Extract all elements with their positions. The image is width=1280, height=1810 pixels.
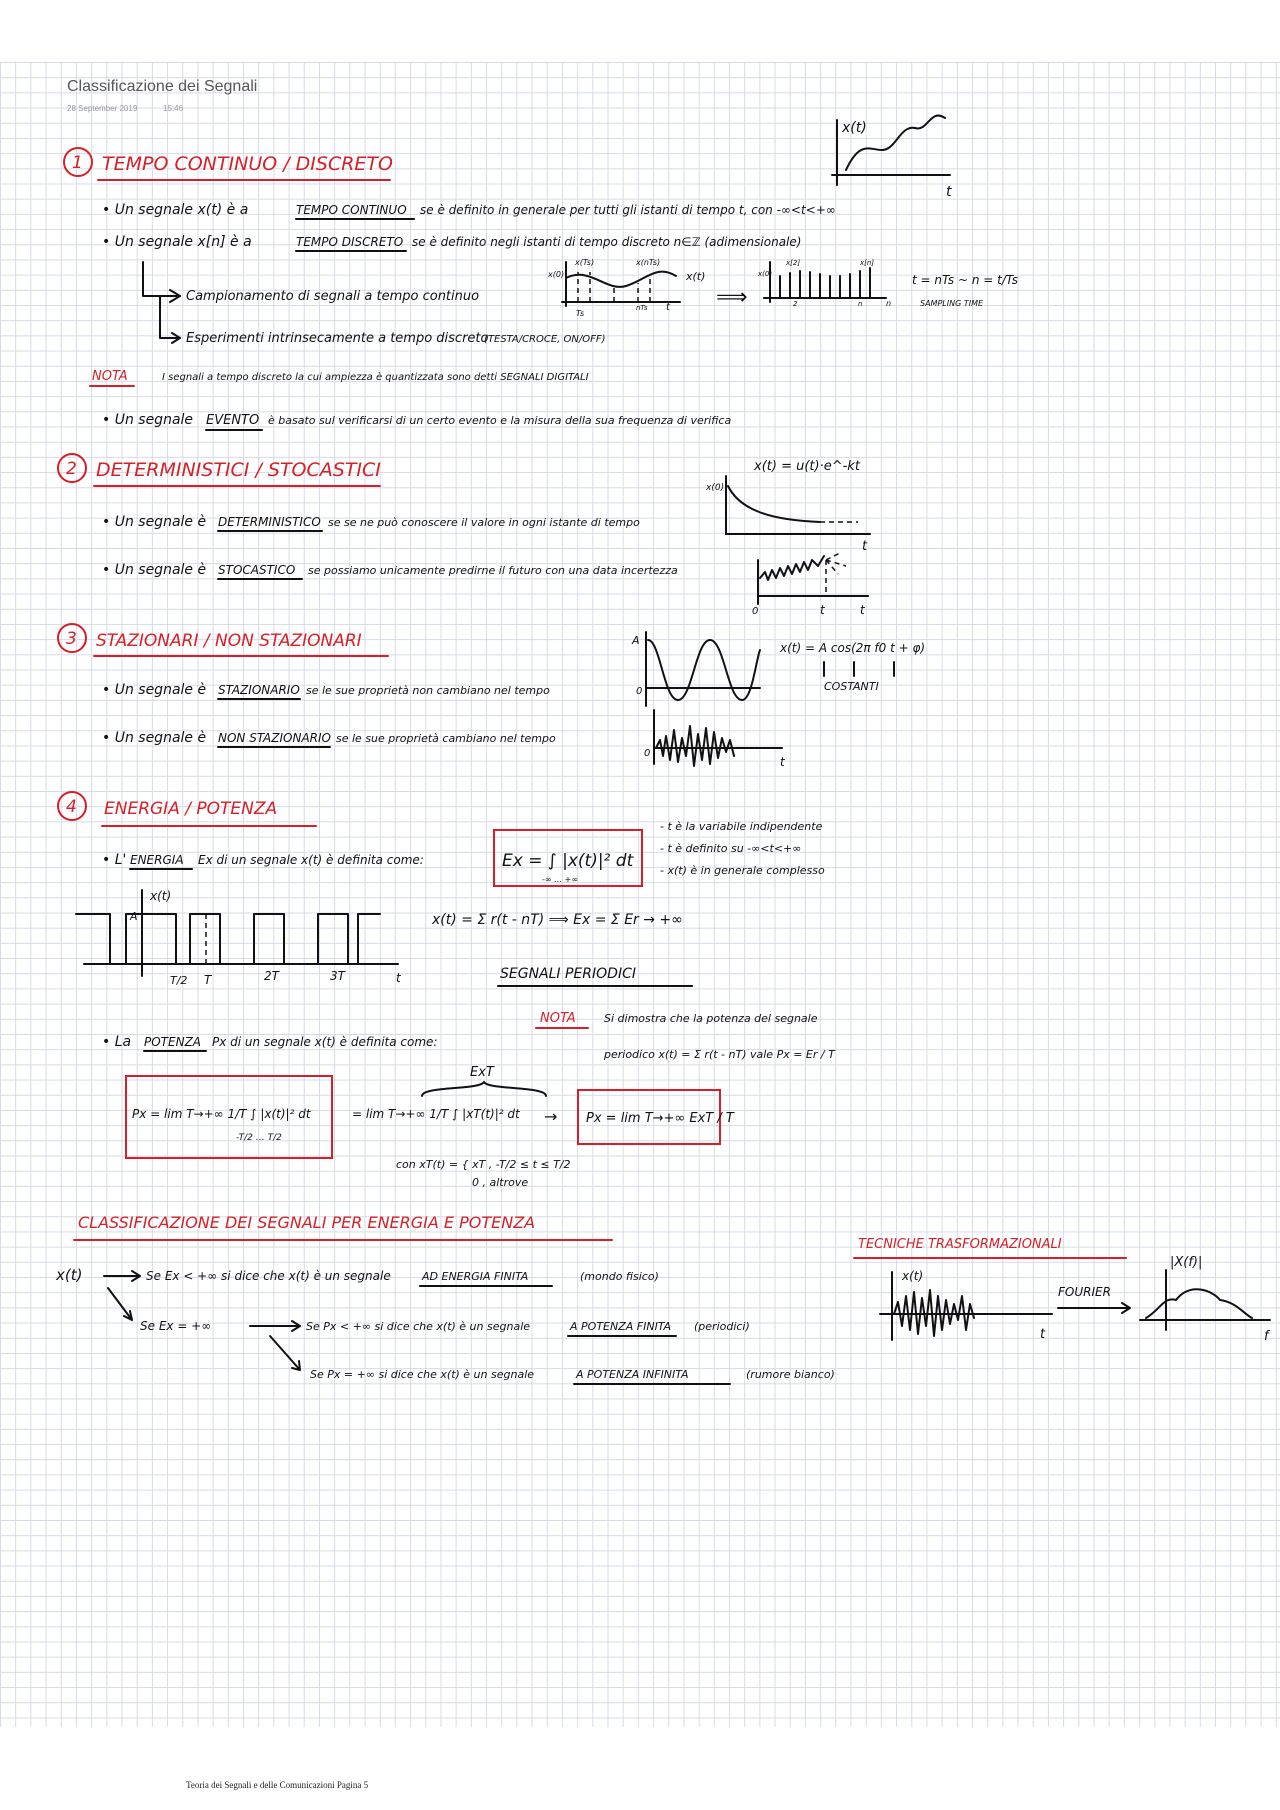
- s4-energy-pre: • L': [102, 852, 127, 868]
- decay-x0-label: x(0): [706, 483, 725, 493]
- nonstat-0-label: 0: [644, 748, 651, 759]
- s2-bullet1-key: DETERMINISTICO: [218, 515, 321, 529]
- section-2-title: DETERMINISTICI / STOCASTICI: [96, 459, 381, 481]
- square-tick-2T: 2T: [264, 969, 279, 983]
- page-title: Classificazione dei Segnali: [67, 78, 258, 95]
- sampling-Ts-label: Ts: [576, 309, 585, 318]
- section-1: [64, 148, 1018, 430]
- stochastic-graph: [752, 552, 868, 617]
- class-row2-cond: Se Ex = +∞: [140, 1319, 212, 1333]
- sampling-xnTs-label: x(nTs): [636, 258, 661, 267]
- section-2: [58, 454, 870, 617]
- s2-bullet1-pre: • Un segnale è: [102, 514, 207, 530]
- section-3: [58, 624, 925, 769]
- square-wave-graph: [76, 889, 402, 987]
- classification-section: [55, 1213, 835, 1384]
- s1-bullet1-pre: • Un segnale x(t) è a: [102, 202, 249, 218]
- decay-t-label: t: [862, 539, 868, 554]
- s1-bullet2-post: se è definito negli istanti di tempo discreto n∈ℤ (adimensionale): [412, 235, 802, 249]
- s4-power-formula3: Px = lim T→+∞ ExT / T: [586, 1111, 734, 1126]
- transforms-title: TECNICHE TRASFORMAZIONALI: [858, 1237, 1062, 1252]
- s4-power-formula1: Px = lim T→+∞ 1/T ∫ |x(t)|² dt: [132, 1107, 311, 1121]
- section-4-title: ENERGIA / POTENZA: [104, 799, 278, 819]
- section-3-title: STAZIONARI / NON STAZIONARI: [96, 631, 362, 651]
- transforms-f: f: [1264, 1329, 1269, 1344]
- transforms-t: t: [1040, 1327, 1046, 1342]
- class-row4-note: (rumore bianco): [746, 1368, 835, 1381]
- s2-bullet2-post: se possiamo unicamente predirne il futuro con una data incertezza: [308, 564, 678, 577]
- cosine-0-label: 0: [636, 686, 643, 697]
- square-tick-T2: T/2: [170, 974, 188, 987]
- s2-bullet1-post: se se ne può conoscere il valore in ogni istante di tempo: [328, 516, 640, 529]
- s1-bullet2-pre: • Un segnale x[n] è a: [102, 234, 252, 250]
- s2-formula: x(t) = u(t)·e^-kt: [754, 459, 860, 474]
- s3-bullet1-pre: • Un segnale è: [102, 682, 207, 698]
- section-1-title: TEMPO CONTINUO / DISCRETO: [102, 153, 393, 175]
- s4-sum-formula: x(t) = Σ r(t - nT) ⟹ Ex = Σ Er → +∞: [432, 912, 683, 928]
- s4-power-arrow: →: [544, 1107, 558, 1126]
- section-4-number: 4: [66, 797, 77, 817]
- s4-note-2: - t è definito su -∞<t<+∞: [660, 842, 802, 855]
- stochastic-t-label: t: [820, 603, 825, 617]
- s4-energy-limits: -∞ … +∞: [542, 875, 579, 884]
- class-row3-cond: Se Px < +∞ si dice che x(t) è un segnale: [306, 1320, 531, 1333]
- s1-event-post: è basato sul verificarsi di un certo evento e la misura della sua frequenza di verifica: [268, 414, 732, 427]
- s1-nota-text: I segnali a tempo discreto la cui ampiezza è quantizzata sono detti SEGNALI DIGITALI: [162, 372, 589, 383]
- discrete-xn-label: x[n]: [860, 259, 875, 267]
- discrete-n-tick-label: n: [858, 300, 863, 308]
- s3-formula: x(t) = A cos(2π f0 t + φ): [780, 641, 926, 655]
- sampling-x0-label: x(0): [548, 270, 565, 279]
- s4-note-3: - x(t) è in generale complesso: [660, 864, 825, 877]
- transforms-fourier: FOURIER: [1058, 1285, 1111, 1299]
- s2-bullet2-pre: • Un segnale è: [102, 562, 207, 578]
- square-tick-T: T: [204, 973, 212, 987]
- classification-root: x(t): [56, 1266, 83, 1284]
- s4-nota-label: NOTA: [540, 1011, 576, 1026]
- class-row1-note: (mondo fisico): [580, 1270, 659, 1283]
- cosine-A-label: A: [632, 634, 640, 647]
- class-row3-key: A POTENZA FINITA: [570, 1320, 672, 1333]
- s2-bullet2-key: STOCASTICO: [218, 563, 296, 577]
- s3-bullet2-key: NON STAZIONARIO: [218, 731, 331, 745]
- sampling-graph: [547, 258, 705, 318]
- s4-nota-line2: periodico x(t) = Σ r(t - nT) vale Px = Er / T: [604, 1048, 835, 1061]
- s4-xT-def2: 0 , altrove: [472, 1176, 529, 1189]
- s4-power-post: Px di un segnale x(t) è definita come:: [212, 1035, 438, 1049]
- class-row1-cond: Se Ex < +∞ si dice che x(t) è un segnale: [146, 1269, 391, 1283]
- discrete-graph: [757, 259, 891, 308]
- s4-nota-line1: Si dimostra che la potenza del segnale: [604, 1012, 818, 1025]
- s4-power-formula1-limits: -T/2 … T/2: [236, 1133, 282, 1143]
- s4-power-ext: ExT: [470, 1065, 494, 1080]
- class-row4-cond: Se Px = +∞ si dice che x(t) è un segnale: [310, 1368, 535, 1381]
- square-xt-label: x(t): [150, 889, 172, 903]
- square-tick-3T: 3T: [330, 969, 345, 983]
- section-4: [58, 792, 836, 1189]
- non-stationary-graph: [644, 710, 786, 769]
- sampling-t-label: t: [666, 302, 670, 313]
- s3-bullet2-pre: • Un segnale è: [102, 730, 207, 746]
- section-1-number: 1: [72, 153, 83, 173]
- discrete-x2-label: x[2]: [786, 259, 801, 267]
- s4-power-pre: • La: [102, 1034, 132, 1050]
- square-tick-t: t: [396, 971, 401, 985]
- sampling-nTs-label: nTs: [636, 304, 648, 312]
- sampling-xTs-label: x(Ts): [575, 258, 595, 267]
- discrete-x0-label: x(0): [758, 270, 773, 278]
- stochastic-0-label: 0: [752, 606, 759, 617]
- transforms-section: [854, 1237, 1271, 1344]
- page-footer: Teoria dei Segnali e delle Comunicazioni Pagina 5: [186, 1780, 369, 1790]
- s1-branch1: Campionamento di segnali a tempo continuo: [186, 289, 480, 304]
- class-row3-note: (periodici): [694, 1320, 750, 1333]
- s4-xT-def1: con xT(t) = { xT , -T/2 ≤ t ≤ T/2: [396, 1158, 571, 1171]
- class-row1-key: AD ENERGIA FINITA: [422, 1270, 529, 1283]
- page-date: 28 September 2019: [67, 104, 138, 113]
- sampling-time-label: SAMPLING TIME: [920, 299, 984, 308]
- page-time: 15:46: [163, 104, 184, 113]
- s1-branch2: Esperimenti intrinsecamente a tempo discreto: [186, 331, 489, 346]
- s4-power-key: POTENZA: [144, 1035, 201, 1049]
- s3-bullet1-key: STAZIONARIO: [218, 683, 300, 697]
- sampling-xt-label: x(t): [686, 270, 706, 283]
- sampling-formula: t = nTs ~ n = t/Ts: [912, 273, 1019, 287]
- s1-event-pre: • Un segnale: [102, 412, 194, 428]
- s1-bullet2-key: TEMPO DISCRETO: [296, 235, 404, 249]
- s1-bullet1-key: TEMPO CONTINUO: [296, 203, 407, 217]
- s3-bullet1-post: se le sue proprietà non cambiano nel tempo: [306, 684, 550, 697]
- s4-periodic-label: SEGNALI PERIODICI: [500, 966, 636, 982]
- s3-costanti: COSTANTI: [824, 680, 879, 693]
- s1-nota-label: NOTA: [92, 369, 128, 384]
- discrete-n-axis-label: n: [886, 299, 892, 308]
- s4-energy-post: Ex di un segnale x(t) è definita come:: [198, 853, 424, 867]
- s1-branch2-note: (TESTA/CROCE, ON/OFF): [484, 334, 606, 345]
- class-row4-key: A POTENZA INFINITA: [576, 1368, 689, 1381]
- transforms-xt: x(t): [902, 1269, 924, 1283]
- s1-bullet1-post: se è definito in generale per tutti gli istanti di tempo t, con -∞<t<+∞: [420, 203, 836, 217]
- s4-power-formula2: = lim T→+∞ 1/T ∫ |xT(t)|² dt: [352, 1107, 520, 1121]
- transforms-Xf: |X(f)|: [1170, 1255, 1203, 1270]
- sampling-arrow: ⟹: [716, 285, 748, 310]
- sketch-t-label: t: [946, 184, 952, 200]
- classification-title: CLASSIFICAZIONE DEI SEGNALI PER ENERGIA E POTENZA: [78, 1213, 536, 1232]
- s4-energy-key: ENERGIA: [130, 853, 184, 867]
- discrete-2-label: 2: [793, 300, 798, 308]
- sketch-xt-label: x(t): [842, 120, 867, 136]
- cosine-graph: [631, 632, 760, 706]
- s4-energy-formula: Ex = ∫ |x(t)|² dt: [502, 851, 634, 871]
- section-2-number: 2: [66, 459, 77, 479]
- s1-event-key: EVENTO: [206, 413, 260, 428]
- continuous-signal-sketch: [832, 116, 952, 200]
- s4-note-1: - t è la variabile indipendente: [660, 820, 823, 833]
- nonstat-t-label: t: [780, 755, 785, 769]
- stochastic-axis-t-label: t: [860, 603, 865, 617]
- section-3-number: 3: [66, 629, 77, 649]
- s3-bullet2-post: se le sue proprietà cambiano nel tempo: [336, 732, 556, 745]
- square-A-label: A: [130, 910, 138, 923]
- exponential-decay-graph: [705, 476, 870, 554]
